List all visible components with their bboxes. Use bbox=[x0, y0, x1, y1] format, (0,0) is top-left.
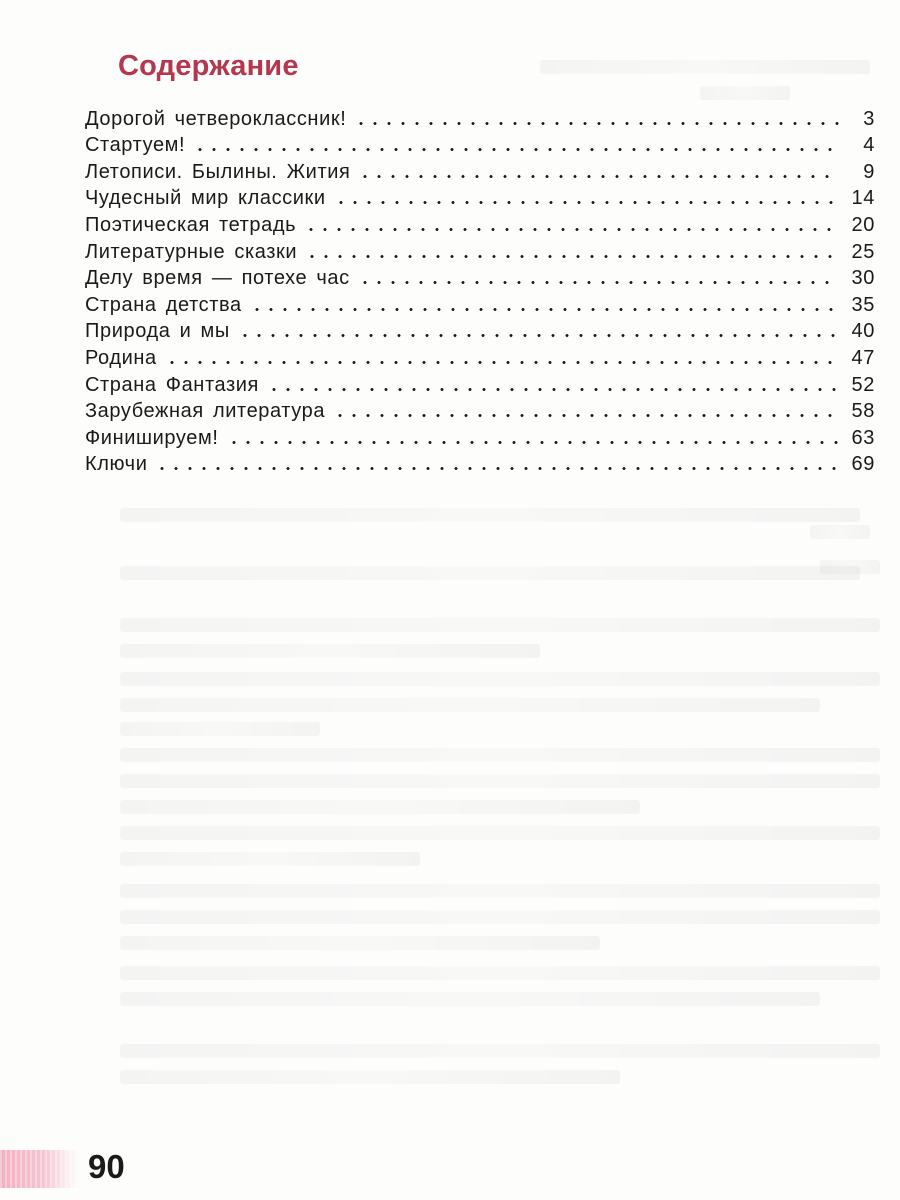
toc-entry-title: Страна Фантазия bbox=[85, 373, 259, 396]
toc-entry-page-number: 9 bbox=[863, 160, 875, 183]
toc-entry-page-number: 30 bbox=[851, 267, 875, 290]
toc-dot-leader bbox=[358, 281, 839, 284]
page-number-accent-bar bbox=[0, 1150, 80, 1188]
toc-entry[interactable] bbox=[85, 131, 875, 158]
toc-entry[interactable] bbox=[85, 317, 875, 344]
toc-dot-leader bbox=[333, 414, 839, 417]
page-number: 90 bbox=[88, 1148, 125, 1185]
toc-dot-leader bbox=[358, 175, 839, 178]
toc-dot-leader bbox=[250, 308, 839, 311]
toc-entry-title: Финишируем! bbox=[85, 426, 219, 449]
toc-entry[interactable] bbox=[85, 423, 875, 450]
toc-entry-title: Чудесный мир классики bbox=[85, 187, 326, 210]
table-of-contents bbox=[85, 104, 875, 476]
toc-dot-leader bbox=[193, 148, 839, 151]
toc-entry[interactable] bbox=[85, 237, 875, 264]
toc-dot-leader bbox=[334, 201, 839, 204]
toc-entry[interactable] bbox=[85, 343, 875, 370]
toc-entry[interactable] bbox=[85, 264, 875, 291]
toc-entry-title: Зарубежная литература bbox=[85, 400, 326, 423]
toc-dot-leader bbox=[267, 388, 839, 391]
toc-entry[interactable] bbox=[85, 210, 875, 237]
toc-entry-title: Литературные сказки bbox=[85, 240, 298, 263]
toc-entry-page-number: 4 bbox=[863, 134, 875, 157]
toc-dot-leader bbox=[238, 334, 839, 337]
toc-entry[interactable] bbox=[85, 370, 875, 397]
toc-entry-title: Природа и мы bbox=[85, 320, 230, 343]
toc-entry-page-number: 20 bbox=[851, 213, 875, 236]
toc-dot-leader bbox=[305, 255, 839, 258]
toc-dot-leader bbox=[354, 122, 839, 125]
toc-entry-page-number: 3 bbox=[863, 107, 875, 130]
toc-entry-page-number: 14 bbox=[851, 187, 875, 210]
toc-entry-page-number: 35 bbox=[851, 293, 875, 316]
toc-dot-leader bbox=[155, 467, 839, 470]
toc-entry[interactable] bbox=[85, 104, 875, 131]
toc-dot-leader bbox=[304, 228, 839, 231]
toc-entry-page-number: 58 bbox=[851, 400, 875, 423]
toc-entry-page-number: 40 bbox=[851, 320, 875, 343]
toc-entry-page-number: 25 bbox=[851, 240, 875, 263]
toc-entry-page-number: 52 bbox=[851, 373, 875, 396]
toc-entry-title: Родина bbox=[85, 346, 157, 369]
toc-entry-title: Стартуем! bbox=[85, 134, 186, 157]
toc-entry[interactable] bbox=[85, 290, 875, 317]
toc-entry[interactable] bbox=[85, 157, 875, 184]
toc-entry-page-number: 69 bbox=[851, 453, 875, 476]
toc-entry-title: Дорогой четвероклассник! bbox=[85, 107, 347, 130]
toc-entry-title: Делу время — потехе час bbox=[85, 267, 350, 290]
toc-entry-page-number: 47 bbox=[851, 346, 875, 369]
toc-entry-title: Летописи. Былины. Жития bbox=[85, 160, 351, 183]
toc-entry-title: Поэтическая тетрадь bbox=[85, 213, 297, 236]
toc-entry-title: Страна детства bbox=[85, 293, 242, 316]
toc-entry-title: Ключи bbox=[85, 453, 148, 476]
toc-entry[interactable] bbox=[85, 450, 875, 477]
contents-heading: Содержание bbox=[118, 50, 299, 82]
toc-dot-leader bbox=[227, 441, 839, 444]
toc-dot-leader bbox=[165, 361, 839, 364]
toc-entry[interactable] bbox=[85, 397, 875, 424]
toc-entry-page-number: 63 bbox=[851, 426, 875, 449]
toc-entry[interactable] bbox=[85, 184, 875, 211]
